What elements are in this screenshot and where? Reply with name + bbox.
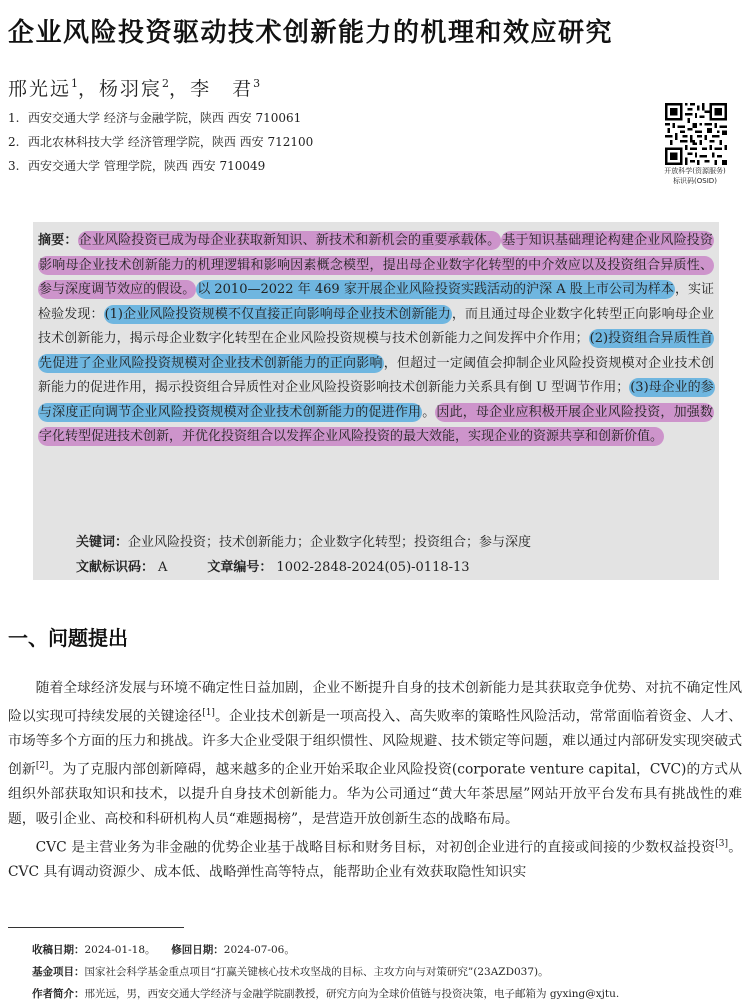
qr-caption-line: 开放科学(资源服务) — [664, 167, 726, 175]
author-bio-label: 作者简介： — [32, 988, 85, 1000]
abstract-text: 。 — [422, 404, 436, 420]
citation-ref[interactable]: [3] — [715, 838, 728, 849]
qr-caption — [640, 166, 750, 186]
qr-caption-line: 标识码(OSID) — [673, 177, 717, 185]
keywords-text: 企业风险投资；技术创新能力；企业数字化转型；投资组合；参与深度 — [128, 535, 532, 550]
doc-meta — [76, 556, 470, 575]
article-number-value: 1002-2848-2024(05)-0118-13 — [276, 560, 470, 575]
affiliation-list — [8, 106, 313, 178]
paragraph-text: 。为了克服内部创新障碍，越来越多的企业开始采取企业风险投资(corporate venture capital，CVC)的方式从组织外部获取知识和技术，以提升自身技术创新能力。华为公司通过“黄大年茶思屋”网站开放平台发布具有挑战性的难题，吸引企业、高校和科研机构人员“难题揭榜”，是营造开放创新生态的战略布局。 — [8, 761, 743, 828]
author-bio-text: 邢光远，男，西安交通大学经济与金融学院副教授，研究方向为全球价值链与投资决策，电子邮箱为 gyxing@xjtu. — [84, 988, 620, 1000]
paragraph — [8, 832, 742, 885]
affiliation-text: 西北农林科技大学 经济管理学院，陕西 西安 712100 — [28, 135, 314, 149]
footnote-rule — [8, 927, 184, 928]
paper-title: 企业风险投资驱动技术创新能力的机理和效应研究 — [8, 18, 614, 48]
affiliation-text: 西安交通大学 经济与金融学院，陕西 西安 710061 — [28, 111, 302, 125]
article-number-label: 文章编号： — [207, 560, 273, 575]
abstract-text: ，而且通过母企业数字化转型正向影响母企业技术创新能力，揭示母企业数字化转型在企业风险投资规模与技术创新能力之间发挥中介作用； — [38, 306, 714, 346]
affiliation-number: 2. — [8, 135, 20, 149]
section-heading: 一、问题提出 — [8, 626, 128, 650]
abstract-highlight-purple: 企业风险投资已成为母企业获取新知识、新技术和新机会的重要承载体。 — [78, 233, 501, 248]
footnote-fund — [32, 961, 748, 983]
osid-qr-code — [665, 103, 727, 165]
affiliation-item — [8, 130, 313, 154]
abstract-highlight-blue: 以 2010—2022 年 469 家开展企业风险投资实践活动的沪深 A 股上市公司为样本 — [197, 282, 674, 297]
abstract-highlight-purple: 因此，母企业应积极开展企业风险投资，加强数字化转型促进技术创新，并优化投资组合以发挥企业风险投资的最大效能，实现企业的资源共享和创新价值。 — [39, 404, 713, 444]
affiliation-text: 西安交通大学 管理学院，陕西 西安 710049 — [28, 159, 266, 173]
paragraph-text: CVC 是主营业务为非金融的优势企业基于战略目标和财务目标，对初创企业进行的直接或间接的少数权益投资 — [35, 839, 716, 856]
abstract-highlight-blue: (3)母企业的参与深度正向调节企业风险投资规模对企业技术创新能力的促进作用 — [39, 380, 714, 420]
author-name: 邢光远 — [8, 78, 72, 100]
abstract-label: 摘要： — [38, 233, 78, 248]
footnote-author — [32, 983, 748, 1005]
affiliation-item — [8, 106, 313, 130]
paragraph — [8, 676, 742, 832]
citation-ref[interactable]: [2] — [35, 760, 49, 771]
revised-label: 修回日期： — [171, 944, 224, 956]
author-list: 邢光远$^1$，杨羽宸$^2$，李 君$^3$ — [8, 77, 261, 100]
abstract-highlight-purple: 基于知识基础理论构建企业风险投资影响母企业技术创新能力的机理逻辑和影响因素概念模型，提出母企业数字化转型的中介效应以及投资组合异质性、参与深度调节效应的假设。 — [39, 233, 713, 297]
abstract-highlight-blue: (1)企业风险投资规模不仅直接正向影响母企业技术创新能力 — [104, 306, 451, 322]
affiliation-number: 3. — [8, 159, 20, 173]
keywords-label: 关键词： — [76, 535, 129, 550]
footnote-dates — [32, 939, 748, 961]
paragraph-text: 随着全球经济发展与环境不确定性日益加剧，企业不断提升自身的技术创新能力是其获取竞争优势、对抗不确定性风险以实现可持续发展的关键途径 — [8, 680, 742, 725]
paragraph-text: 。CVC 具有调动资源少、成本低、战略弹性高等特点，能帮助企业有效获取隐性知识实 — [8, 839, 743, 881]
body-text — [8, 676, 742, 885]
abstract-text: ，但超过一定阈值会抑制企业风险投资规模对企业技术创新能力的促进作用，揭示投资组合异质性对企业风险投资影响技术创新能力关系具有倒 U 型调节作用； — [38, 355, 714, 395]
affiliation-number: 1. — [8, 111, 20, 125]
author-affil-mark: 3 — [253, 77, 261, 90]
fund-text: 国家社会科学基金重点项目“打赢关键核心技术攻坚战的目标、主攻方向与对策研究”(23AZD037)。 — [84, 966, 549, 978]
abstract-highlight-blue: (2)投资组合异质性首先促进了企业风险投资规模对企业技术创新能力的正向影响 — [39, 331, 713, 371]
abstract — [38, 229, 714, 450]
affiliation-item — [8, 154, 313, 178]
doc-code-label: 文献标识码： — [76, 560, 155, 575]
fund-label: 基金项目： — [32, 966, 85, 978]
received-date: 2024-01-18。 — [84, 944, 151, 956]
author-name: 杨羽宸 — [99, 78, 163, 100]
author-affil-mark: 1 — [71, 77, 79, 90]
paragraph-text: 。企业技术创新是一项高投入、高失败率的策略性风险活动，常常面临着资金、人才、市场等多个方面的压力和挑战。许多大企业受限于组织惯性、风险规避、技术锁定等问题，难以通过内部研发实现突破式创新 — [8, 708, 743, 778]
author-affil-mark: 2 — [162, 77, 170, 90]
keywords — [76, 531, 531, 550]
footnotes — [32, 939, 748, 1005]
author-name: 李 君 — [190, 78, 254, 100]
revised-date: 2024-07-06。 — [223, 944, 295, 956]
doc-code-value: A — [158, 560, 168, 575]
citation-ref[interactable]: [1] — [202, 707, 215, 718]
received-label: 收稿日期： — [32, 944, 85, 956]
abstract-text: ，实证检验发现： — [38, 282, 714, 322]
